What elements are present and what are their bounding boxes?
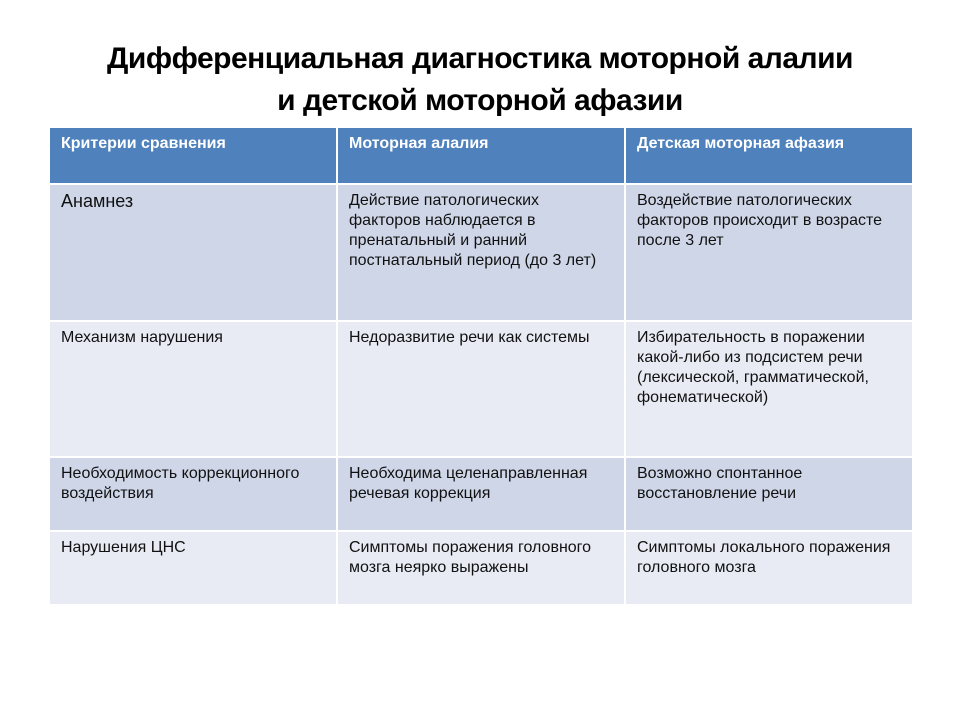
title-line-2: и детской моторной афазии	[277, 84, 683, 117]
criterion-cell: Механизм нарушения	[49, 321, 337, 457]
table-row	[49, 321, 913, 457]
aphasia-cell: Воздействие патологических факторов происходит в возрасте после 3 лет	[625, 184, 913, 321]
alalia-cell: Недоразвитие речи как системы	[337, 321, 625, 457]
aphasia-cell: Возможно спонтанное восстановление речи	[625, 457, 913, 531]
title-line-1: Дифференциальная диагностика моторной алалии	[107, 42, 853, 75]
alalia-cell: Действие патологических факторов наблюдается в пренатальный и ранний постнатальный период (до 3 лет)	[337, 184, 625, 321]
table-row	[49, 457, 913, 531]
aphasia-cell: Избирательность в поражении какой-либо из подсистем речи (лексической, грамматической, фонематической)	[625, 321, 913, 457]
slide-title	[40, 38, 920, 122]
header-motor-aphasia: Детская моторная афазия	[625, 128, 913, 184]
comparison-table	[48, 128, 914, 606]
aphasia-cell: Симптомы локального поражения головного мозга	[625, 531, 913, 605]
criterion-cell: Необходимость коррекционного воздействия	[49, 457, 337, 531]
alalia-cell: Симптомы поражения головного мозга неярко выражены	[337, 531, 625, 605]
table-header-row	[49, 128, 913, 184]
header-motor-alalia: Моторная алалия	[337, 128, 625, 184]
alalia-cell: Необходима целенаправленная речевая коррекция	[337, 457, 625, 531]
table-row	[49, 531, 913, 605]
header-criteria: Критерии сравнения	[49, 128, 337, 184]
criterion-cell: Нарушения ЦНС	[49, 531, 337, 605]
table-row	[49, 184, 913, 321]
criterion-cell: Анамнез	[49, 184, 337, 321]
